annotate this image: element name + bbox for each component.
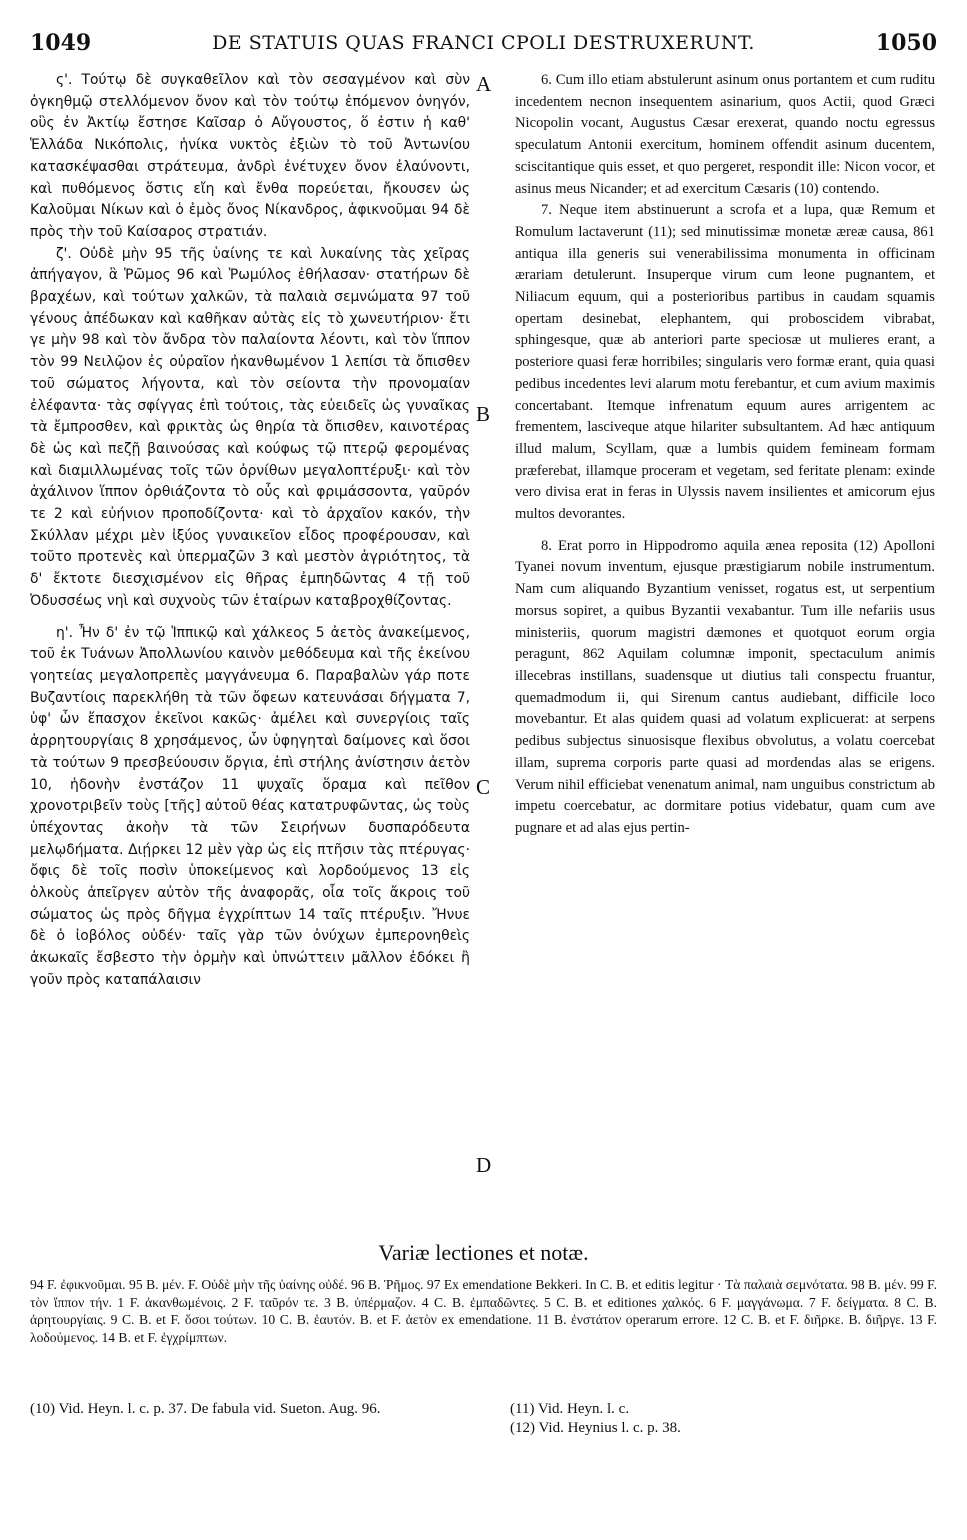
footnote-12: (12) Vid. Heynius l. c. p. 38.	[510, 1420, 681, 1436]
greek-paragraph-7: ζ'. Οὐδὲ μὴν 95 τῆς ὑαίνης τε καὶ λυκαίνης τὰς χεῖρας ἀπήγαγον, ἃ Ῥῶμος 96 καὶ Ῥωμύλος ἐθήλασαν· στατήρων δὲ βραχέων, καὶ τούτων χαλκῶν, τὰ παλαιὰ σεμνώματα 97 τοῦ γένους ἀπέδωκαν καὶ καθῆκαν αὐτὰς εἰς τὸ χωνευτήριον· ἔτι γε μὴν 98 καὶ τὸν ἄνδρα τὸν παλαίοντα λέοντι, καὶ τὸν ἵππον τὸν 99 Νειλῷον ἐς οὐραῖον ἠκανθωμένον 1 λεπίσι τὰ ὄπισθεν τοῦ σώματος λήγοντα, καὶ τὸν σείοντα τὴν προνομαίαν ἐλέφαντα· τὰς σφίγγας ἐπὶ τούτοις, τὰς εὐειδεῖς ὡς γυναῖκας τὰ ἔμπροσθεν, καὶ φρικτὰς ὡς θηρία τὰ ὄπισθεν, καινοτέρας δὲ ὡς καὶ πεζῇ βαινούσας καὶ κούφως τῷ πτερῷ φερομένας καὶ διαμιλλωμένας τοῖς τῶν ὀρνίθων μεγαλοπτέρυξι· καὶ τὸν ἀχάλινον ἵππον ὀρθιάζοντα τὸ οὖς καὶ φριμάσσοντα, γαῦρόν τε 2 καὶ εὐήνιον προποδίζοντα· καὶ τὸ ἀρχαῖον κακόν, τὴν Σκύλλαν μέχρι μὲν ἰξύος γυναικεῖον εἶδος προφέρουσαν, καὶ τοῦτο προτενὲς καὶ ὑπερμαζῶν 3 καὶ μεστὸν ἀγριότητος, τὰ δ' ἔκτοτε διεσχισμένον εἰς θῆρας ἐμπηδῶντας 4 τῇ τοῦ Ὀδυσσέως νηὶ καὶ συχνοὺς τῶν ἑταίρων καταβροχθίζοντας.	[30, 245, 470, 609]
latin-paragraph-6: 6. Cum illo etiam abstulerunt asinum onus portantem et cum ruditu incedentem necnon insequentem asinarium, quos Actii, quod Græci Nicopolin vocant, Augustus Cæsar erexerat, quando noctu egressus speculatum Antonii exercitum, hominem offendit asinum ducentem, sciscitantique quis esset, et quo pergeret, respondit ille: Nicon vocor, et asinus meus Nicander; et ad exercitum Cæsaris (10) contendo.	[515, 72, 935, 197]
page-number-left: 1049	[30, 30, 92, 56]
greek-paragraph-8: η'. Ἦν δ' ἐν τῷ Ἱππικῷ καὶ χάλκεος 5 ἀετὸς ἀνακείμενος, τοῦ ἐκ Τυάνων Ἀπολλωνίου καινὸν μεθόδευμα καὶ τῆς ἐκείνου γοητείας μεγαλοπρεπὲς μαγγάνευμα 6. Παραβαλὼν γάρ ποτε Βυζαντίοις παρεκλήθη τὰ τῶν ὄφεων κατευνάσαι δήγματα 7, ὑφ' ὧν ἔπασχον ἐκεῖνοι κακῶς· ἀμέλει καὶ συνεργίοις ταῖς ἀρρητουργίαις 8 χρησάμενος, ὧν ὑφηγηταὶ δαίμονες καὶ ὅσοι τὰ τούτων 9 πρεσβεύουσιν ὄργια, ἐπὶ στήλης ἀνίστησιν ἀετὸν 10, ἡδονὴν ἐνστάζον 11 ψυχαῖς ὅραμα καὶ πεῖθον χρονοτριβεῖν τοὺς [τῆς] αὐτοῦ θέας κατατρυφῶντας, ὡς τοὺς ὑπέχοντας ἀκοὴν τὰ τῶν Σειρήνων δυσπαρόδευτα μελῳδήματα. Διῄρκει 12 μὲν γὰρ ὡς εἰς πτῆσιν τὰς πτέρυγας· ὄφις δὲ τοῖς ποσὶν ὑποκείμενος καὶ λορδούμενος 13 εἰς ὁλκοὺς ἀπεῖργεν αὐτὸν τῆς ἀναφορᾶς, οἷα τοῖς ἄκροις τοῦ σώματος ὡς πρὸς δῆγμα ἐγχρίπτων 14 ταῖς πτέρυξιν. Ἤνυε δὲ ὁ ἰοβόλος οὐδέν· ταῖς γὰρ τῶν ὀνύχων ἐμπερονηθεὶς ἀκωκαῖς ἔσβεστο τὴν ὁρμὴν καὶ ὑπνώττειν μᾶλλον ἐδόκει ἢ γοῦν πρὸς καταπάλαισιν	[30, 624, 470, 988]
page-number-right: 1050	[875, 30, 937, 56]
latin-column	[515, 70, 935, 840]
margin-letter-c: C	[476, 775, 491, 799]
latin-paragraph-7: 7. Neque item abstinuerunt a scrofa et a lupa, quæ Remum et Romulum lactaverunt (11); sed minutissimæ monetæ æreæ causa, 861 antiqua illa generis sui venerabilissima monumenta in officinam ærariam detulerunt. Insuperque virum cum leone pugnantem, et Niliacum equum, qui a posterioribus partibus in caudam squamis opertam desinebat, elephantem, qui proboscidem vibrabat, sphingesque, quæ ab anteriori parte speciosæ ut mulieres erant, a posteriore quasi feræ horribiles; singularis vero formæ erant, quia quasi pedibus incedentes levi alarum motu ferebantur, et cum avium maximis concertabant. Itemque infrenatum equum aures arrigentem ac frementem, lasciveque atque hilariter subsultantem. Ad hæc antiquum illud malum, Scyllam, quæ a lumbis quidem femineam formam præferebat, illamque proceram et vegetam, sed feritate plenam: exinde vero divisa erat in feras in Ulyssis navem insilientes et amicorum ejus multos devorantes.	[515, 202, 935, 523]
notes-heading: Variæ lectiones et notæ.	[378, 1240, 589, 1265]
footnote-10: (10) Vid. Heyn. l. c. p. 37. De fabula vid. Sueton. Aug. 96.	[30, 1401, 381, 1417]
variant-readings: 94 F. ἐφικνοῦμαι. 95 B. μέν. F. Οὐδὲ μὴν τῆς ὑαίνης οὐδέ. 96 B. Ῥῆμος. 97 Ex emendatione Bekkeri. In C. B. et editis legitur · Τὰ παλαιὰ σεμνότατα. 98 B. μέν. 99 F. τὸν ἵππον τήν. 1 F. ἀκανθωμένοις. 2 F. ταῦρόν τε. 3 B. ὑπέρμαζον. 4 C. B. ἐμπαδῶντες. 5 C. B. et editiones χαλκός. 6 F. μαγγάνωμα. 7 F. δείγματα. 8 C. B. ἀρητουργίαις. 9 C. B. et F. ὅσοι τούτων. 10 C. B. ἑαυτόν. B. et F. ἀετὸν ex emendatione. 11 B. ἐνστάτον operarum errore. 12 C. B. et F. διῆρκε. B. διῆργε. 13 F. λοδούμενος. 14 B. et F. ἐγχρίμπτων.	[30, 1277, 937, 1345]
greek-paragraph-6: ς'. Τούτῳ δὲ συγκαθεῖλον καὶ τὸν σεσαγμένον καὶ σὺν ὀγκηθμῷ στελλόμενον ὄνον καὶ τὸν τούτῳ ἑπόμενον ὀνηγόν, οὓς ἐν Ἀκτίῳ ἔστησε Καῖσαρ ὁ Αὔγουστος, ὅ ἐστιν ἡ καθ' Ἑλλάδα Νικόπολις, ἡνίκα νυκτὸς ἐξιὼν τὸ τοῦ Ἀντωνίου κατασκέψασθαι στράτευμα, ἀνδρὶ ἐνέτυχεν ὄνον ἐλαύνοντι, καὶ πυθόμενος ὅστις εἴη καὶ ἔνθα πορεύεται, ἤκουσεν ὡς Καλοῦμαι Νίκων καὶ ὁ ἐμὸς ὄνος Νίκανδρος, ἀφικνοῦμαι 94 δὲ πρὸς τὴν τοῦ Καίσαρος στρατιάν.	[30, 72, 470, 240]
footnotes-11-12	[510, 1400, 930, 1438]
margin-letter-a: A	[476, 72, 492, 96]
latin-paragraph-8: 8. Erat porro in Hippodromo aquila ænea reposita (12) Apolloni Tyanei novum inventum, ejusque præstigiarum nobile instrumentum. Nam cum aliquando Byzantium venisset, rogatus est, ut serpentium morsus sopiret, a quibus Byzantii vexabantur. Tum ille nefariis usus ministeriis, quorum magistri dæmones et quotquot eorum orgia peragunt, 862 Aquilam columnæ imponit, spectaculum animis illecebras instillans, suadensque ut diutius tali conspectu fruantur, quemadmodum ii, qui Sirenum cantus audiebant, difficile loco movebantur. Et alas quidem quasi ad volatum explicuerat: at serpens pedibus subjectus sinuosisque flexibus obvolutus, a volatu coercebat illam, suprema corporis parte quasi ad mordendas alas se erigens. Verum nihil efficiebat venenatum animal, nam unguibus constrictum ab impetu coercebatur, ac dormitare potius videbatur, quam cum ave pugnare et ad alas ejus pertin-	[515, 537, 935, 836]
margin-letter-d: D	[476, 1153, 492, 1177]
margin-letter-b: B	[476, 402, 491, 426]
greek-column	[30, 70, 470, 992]
footnote-11: (11) Vid. Heyn. l. c.	[510, 1401, 630, 1417]
running-title: DE STATUIS QUAS FRANCI CPOLI DESTRUXERUNT.	[212, 32, 755, 54]
